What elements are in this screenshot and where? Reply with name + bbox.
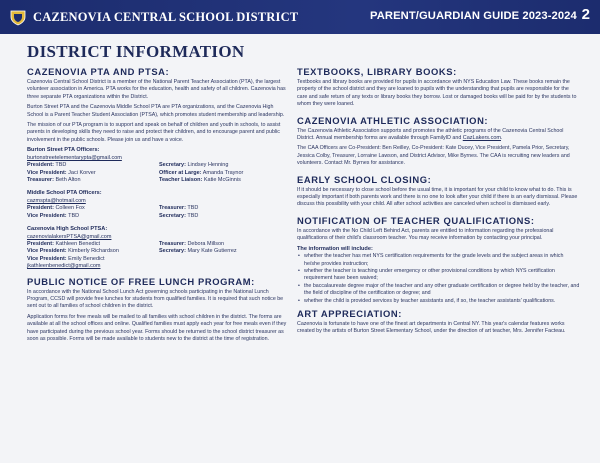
officer-entry: Vice President: Kimberly Richardson <box>27 248 119 255</box>
qualifications-list <box>297 253 580 305</box>
lunch-heading: PUBLIC NOTICE OF FREE LUNCH PROGRAM: <box>27 275 255 287</box>
textbooks-section <box>297 66 580 109</box>
athletic-heading: CAZENOVIA ATHLETIC ASSOCIATION: <box>297 114 489 126</box>
district-name: CAZENOVIA CENTRAL SCHOOL DISTRICT <box>33 9 299 24</box>
qualifications-subheading: The information will include: <box>297 245 373 252</box>
high-officers-title: Cazenovia High School PTSA: <box>27 226 108 233</box>
closing-section <box>297 174 580 209</box>
middle-officers-title: Middle School PTA Officers: <box>27 190 102 197</box>
qualifications-paragraph: In accordance with the No Child Left Behind Act, parents are entitled to information regarding the professional qualifications of their child's classroom teacher. You may receive information by contacting your principal. <box>297 227 554 242</box>
middle-officers-grid <box>27 205 287 220</box>
pta-paragraph: Cazenovia Central School District is a member of the National Parent Teacher Association (PTA), the largest volunteer association in America. PTA works for the education, health and safety of all children. Cazenovia has three separate PTA organizations within the District. <box>27 79 286 100</box>
list-item: • whether the teacher is teaching under emergency or other provisional conditions by which NYS certification requirement have been waived; <box>297 268 580 283</box>
officer-entry: Secretary: TBD <box>159 212 199 219</box>
burton-officers-grid <box>27 162 287 184</box>
athletic-section <box>297 115 580 168</box>
right-column <box>297 66 580 339</box>
officer-entry: Vice President: Jaci Korver <box>27 169 96 176</box>
textbooks-heading: TEXTBOOKS, LIBRARY BOOKS: <box>297 66 457 77</box>
list-item: • the baccalaureate degree major of the teacher and any other graduate certification or degree held by the teacher, and the field of discipline of the certification or degree; and <box>297 283 580 298</box>
officer-entry: Officer at Large: Amanda Traynor <box>159 169 244 176</box>
burton-officers-title: Burton Street PTA Officers: <box>27 147 100 154</box>
page-number: 2 <box>581 6 590 23</box>
officer-entry: Secretary: Mary Kate Gutierrez <box>159 248 237 255</box>
cazlakers-link[interactable]: CazLakers.com <box>462 135 501 142</box>
high-email-link-2[interactable]: jkathleenbenedict@gmail.com <box>27 263 101 270</box>
closing-paragraph: If it should be necessary to close school before the usual time, it is important for your child to know what to do. This is especially important if both parents work and there is no one to look after your child if there is an early dismissal. Please discuss this possibility with your child. All after school activities are canceled when school is dismissed early. <box>297 186 578 208</box>
athletic-paragraph: The Cazenovia Athletic Association supports and promotes the athletic programs of the Cazenovia Central School District. Annual membership forms are available through FamilyID and CazLakers.com. <box>297 127 564 142</box>
officer-entry: Treasurer: Beth Alton <box>27 176 81 183</box>
officer-entry: Secretary: Lindsey Henning <box>159 162 229 169</box>
officer-entry: Treasurer: TBD <box>159 205 199 212</box>
art-heading: ART APPRECIATION: <box>297 308 402 320</box>
art-paragraph: Cazenovia is fortunate to have one of the finest art departments in Central NY. This year's calendar features works created by the artists of Burton Street Elementary School, under the direction of art teacher, Mrs. Jennifer Facteau. <box>297 321 566 335</box>
pta-paragraph: Burton Street PTA and the Cazenovia Middle School PTA are PTA organizations, and the Cazenovia High School is a Parent Teacher Student Association (PTSA), which promotes student membership and leadership. <box>27 104 285 118</box>
middle-email-link[interactable]: cazmspta@hotmail.com <box>27 197 86 204</box>
page-title: DISTRICT INFORMATION <box>27 42 245 61</box>
guide-title: PARENT/GUARDIAN GUIDE 2023-2024 <box>370 10 577 22</box>
qualifications-heading: NOTIFICATION OF TEACHER QUALIFICATIONS: <box>297 214 535 226</box>
pta-paragraph: The mission of our PTA program is to support and speak on behalf of children and youth in schools, to assist parents in developing skills they need to raise and protect their children, and to encourage parent and public involvement in the public schools. Please join us and have a voice. <box>27 122 281 143</box>
officer-entry: President: TBD <box>27 162 67 169</box>
district-crest-icon <box>9 8 27 26</box>
closing-heading: EARLY SCHOOL CLOSING: <box>297 173 432 185</box>
art-section <box>297 308 580 336</box>
lunch-section <box>27 276 287 344</box>
lunch-paragraph: In accordance with the National School Lunch Act governing schools participating in the National Lunch Program, CCSD will provide free lunches for students from qualified families. It is required that such notice be sent out to all families of school children in the district. <box>27 288 284 310</box>
officer-entry: President: Kathleen Benedict <box>27 241 101 247</box>
officer-entry: President: Colleen Fox <box>27 205 85 212</box>
left-column <box>27 66 287 346</box>
officer-entry: Treasurer: Debora Millson <box>159 241 225 247</box>
lunch-paragraph: Application forms for free meals will be mailed to all families with school children in the district. The forms are available at all the school offices and online. Qualified families must apply each year for free meals even if they have participated during the previous school year. Forms should be returned to the school district treasurer as soon as possible. Forms will be made available to students new to the district at the time of registration. <box>27 313 287 343</box>
list-item: • whether the teacher has met NYS certification requirements for the grade levels and the subject areas in which he/she provides instruction; <box>297 253 580 268</box>
textbooks-paragraph: Textbooks and library books are provided for pupils in accordance with NYS Education Law. These books remain the property of the school district and they are loaned to pupils with the understanding that pupils are responsible for the care and safe return of any texts or library books they borrow. Lost or damaged books will be paid for by the students to whom they were loaned. <box>297 79 577 108</box>
list-item: • whether the child is provided services by teacher assistants and, if so, the teacher assistants' qualifications. <box>297 298 580 305</box>
officer-entry: Vice President: TBD <box>27 212 80 219</box>
pta-section <box>27 66 287 271</box>
high-email-link[interactable]: cazenovialakersPTSA@gmail.com <box>27 233 112 240</box>
officer-entry: Teacher Liaison: Katie McGinnis <box>159 176 241 183</box>
high-officers-grid <box>27 241 287 256</box>
pta-heading: CAZENOVIA PTA AND PTSA: <box>27 66 170 77</box>
burton-email-link[interactable]: burtonstreetelementarypta@gmail.com <box>27 154 122 161</box>
qualifications-section <box>297 215 580 305</box>
officer-entry: Vice President: Emily Benedict <box>27 255 105 262</box>
athletic-officers-paragraph: The CAA Officers are Co-President: Ben Reilley, Co-President: Kate Ducey, Vice President, Pamela Prior, Secretary, Jessica Colby, Treasurer, Lorraine Lawson, and District Advisor, Mike Byrnes. The CAA is recruiting new leaders and volunteers. Contact Mr. Byrnes for assistance. <box>297 145 570 167</box>
